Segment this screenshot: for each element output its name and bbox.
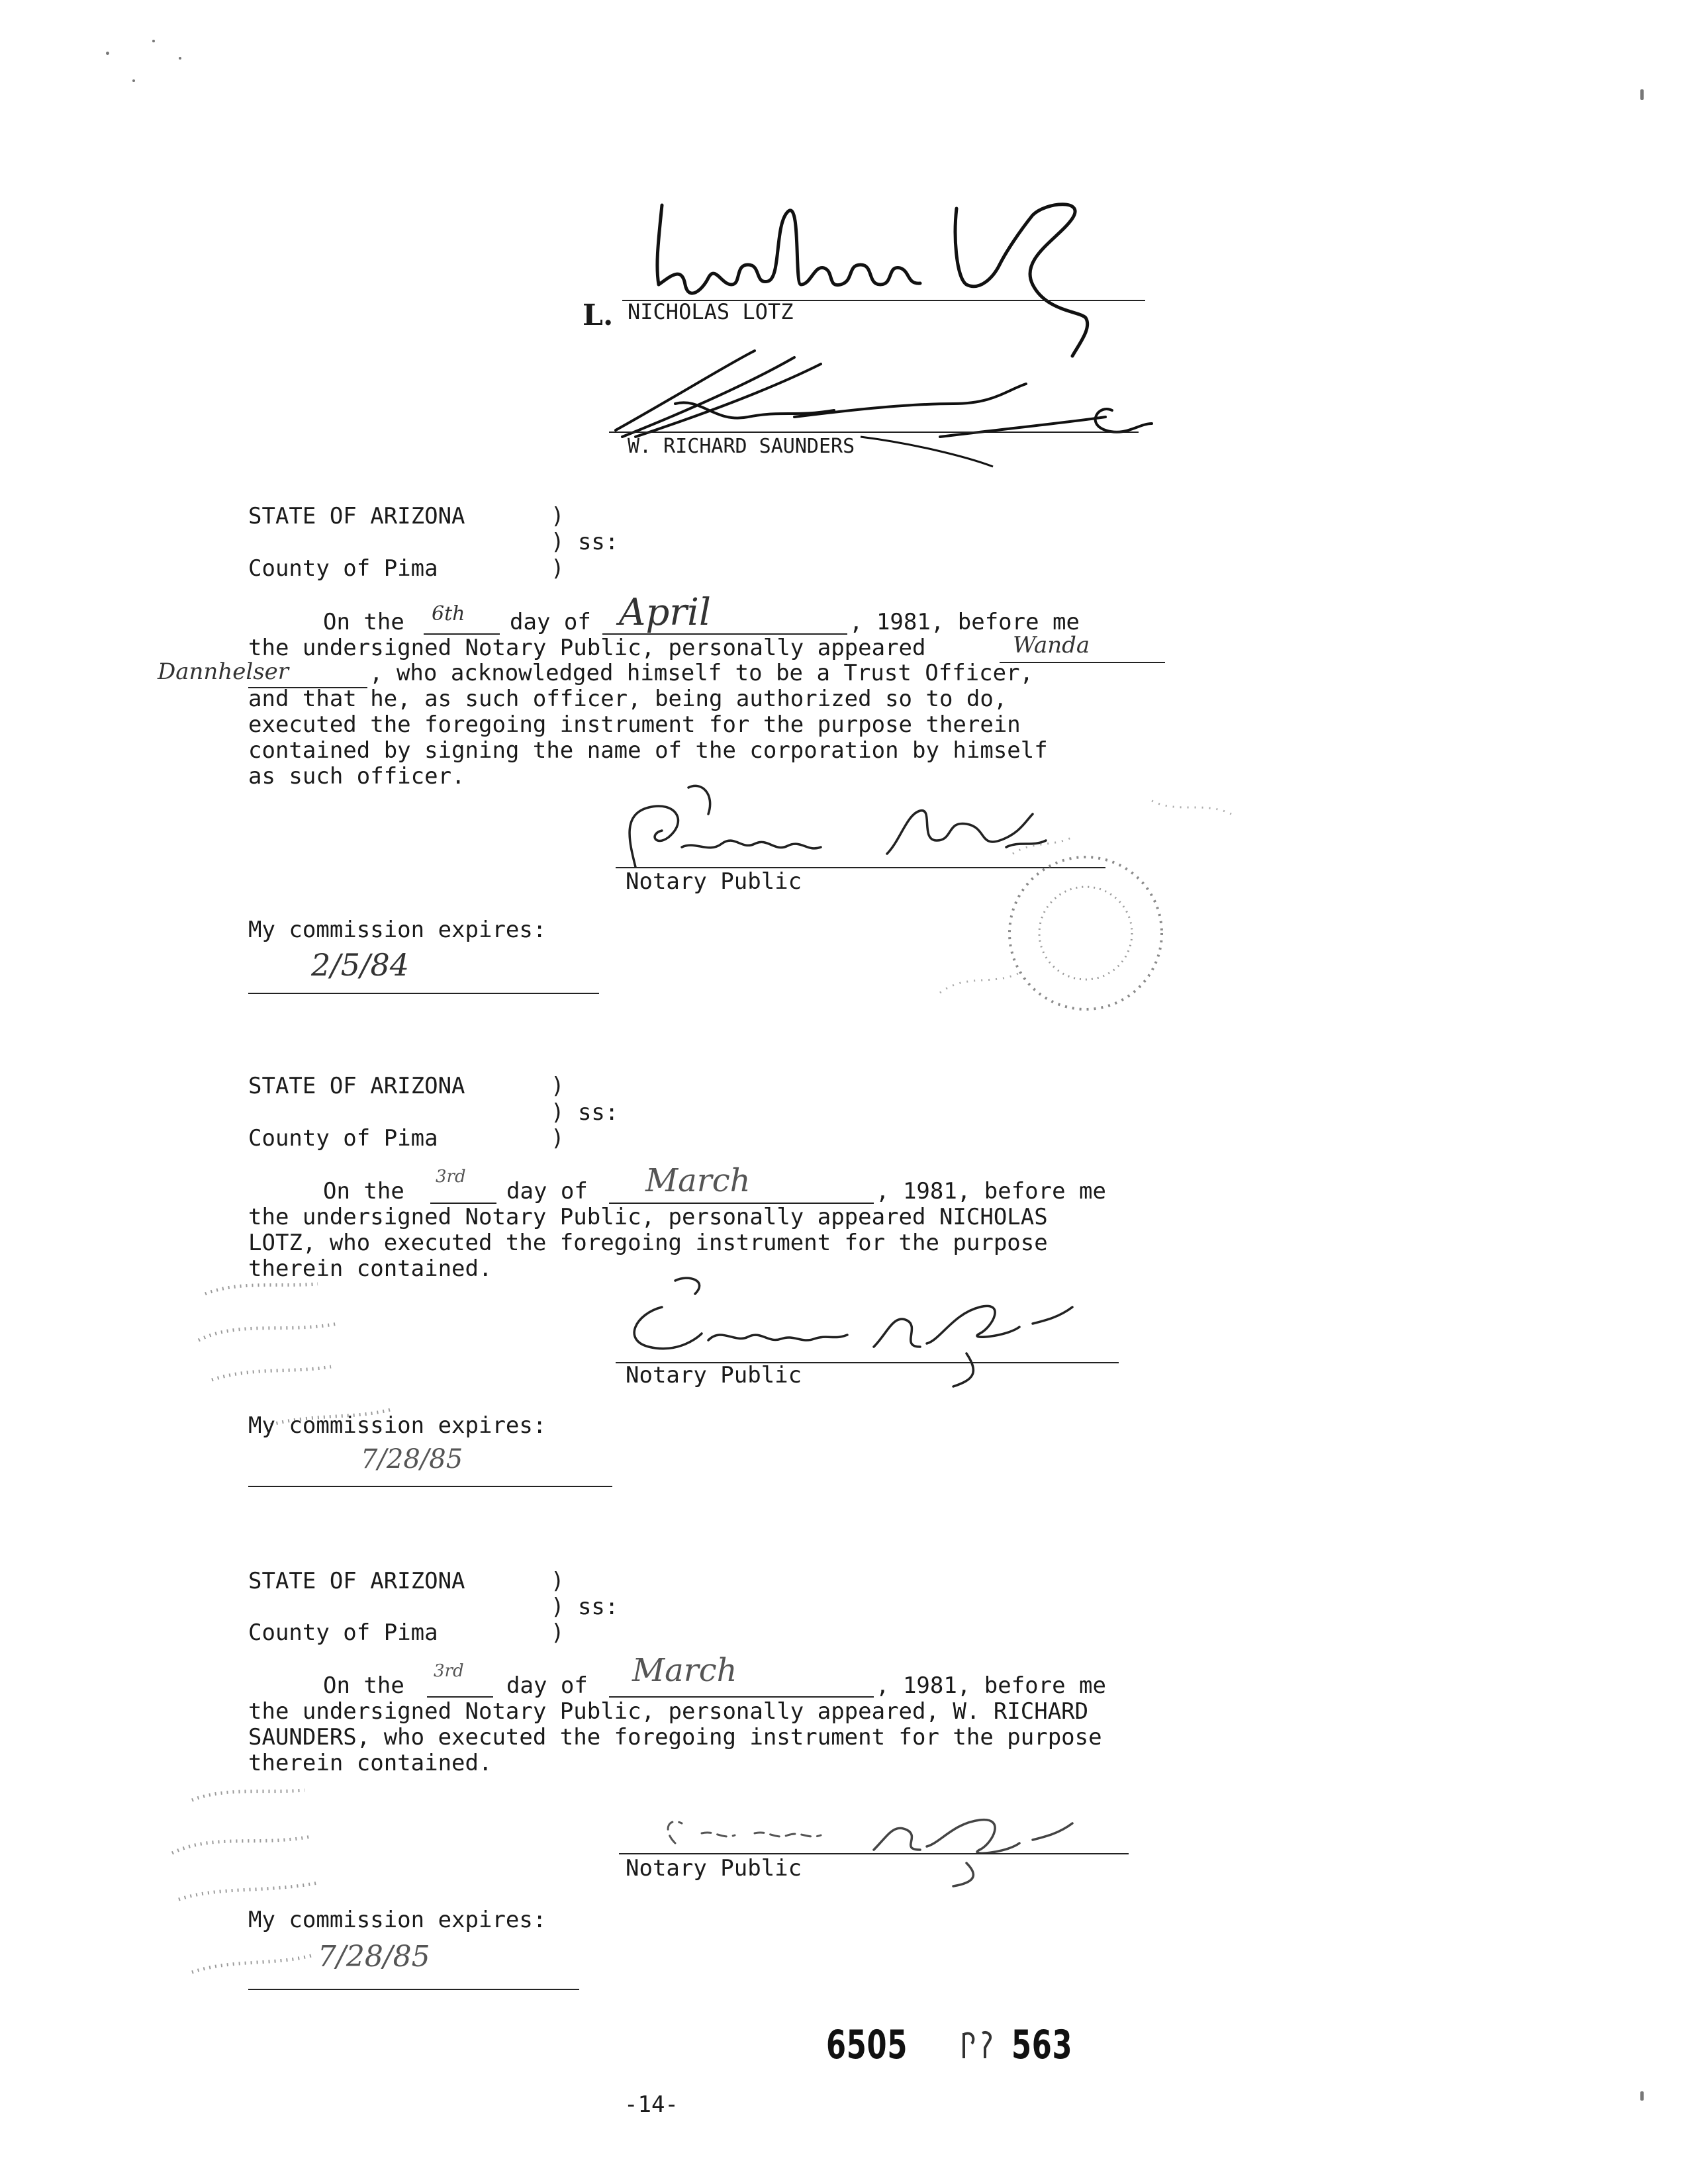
n1-hand-day: 6th	[432, 602, 465, 625]
n3-line2: the undersigned Notary Public, personally appeared, W. RICHARD	[248, 1698, 1089, 1725]
n1-notary-seal	[914, 774, 1258, 1026]
n1-line6: contained by signing the name of the corporation by himself	[248, 737, 1048, 764]
n1-hand-commission: 2/5/84	[311, 947, 410, 983]
n2-hand-commission: 7/28/85	[361, 1444, 463, 1475]
lotz-initial: L.	[583, 298, 614, 332]
saunders-signature-line	[609, 432, 1139, 433]
scan-speck	[152, 40, 155, 42]
n3-line1-c: , 1981, before me	[876, 1672, 1106, 1699]
n3-notary-seal	[152, 1774, 430, 2012]
n1-hand-name-a: Wanda	[1013, 632, 1090, 659]
page-number: -14-	[624, 2091, 679, 2118]
scan-speck	[132, 79, 135, 82]
n3-commission-line	[248, 1989, 579, 1990]
n3-hand-month: March	[632, 1652, 737, 1689]
n2-line1-c: , 1981, before me	[876, 1178, 1106, 1205]
scan-speck	[179, 57, 181, 60]
n3-county: County of Pima	[248, 1619, 438, 1646]
n3-paren-close: )	[551, 1619, 565, 1646]
scan-speck	[1640, 89, 1644, 100]
n1-line1-c: , 1981, before me	[849, 609, 1080, 635]
n2-commission-label: My commission expires:	[248, 1412, 547, 1439]
recording-page-number: 563	[1011, 2022, 1073, 2068]
n1-line5: executed the foregoing instrument for the purpose therein	[248, 711, 1021, 738]
n1-commission-line	[248, 993, 599, 994]
n2-paren-open: )	[551, 1073, 565, 1099]
recording-stamp-number: 6505	[826, 2022, 908, 2068]
n1-commission-label: My commission expires:	[248, 917, 547, 943]
scan-speck	[1640, 2091, 1644, 2101]
n2-hand-day: 3rd	[436, 1167, 466, 1187]
n3-line1-b: day of	[506, 1672, 588, 1699]
n3-month-line	[609, 1696, 874, 1698]
lotz-printed-name: NICHOLAS LOTZ	[628, 299, 794, 324]
n3-line4: therein contained.	[248, 1750, 492, 1776]
n3-hand-day: 3rd	[434, 1661, 464, 1681]
n2-hand-month: March	[645, 1162, 751, 1199]
n2-line1-a: On the	[323, 1178, 404, 1205]
n3-state: STATE OF ARIZONA	[248, 1568, 465, 1594]
lotz-signature	[622, 185, 1165, 357]
n2-ss: ) ss:	[551, 1099, 619, 1126]
n1-line1-b: day of	[510, 609, 591, 635]
n2-line3: LOTZ, who executed the foregoing instrument for the purpose	[248, 1230, 1048, 1256]
n1-county: County of Pima	[248, 555, 438, 582]
n3-notary-label: Notary Public	[626, 1855, 802, 1882]
n2-line2: the undersigned Notary Public, personally appeared NICHOLAS	[248, 1204, 1048, 1230]
n2-line1-b: day of	[506, 1178, 588, 1205]
saunders-printed-name: W. RICHARD SAUNDERS	[628, 435, 855, 458]
n1-state: STATE OF ARIZONA	[248, 503, 465, 529]
n2-paren-close: )	[551, 1125, 565, 1152]
n3-line1-a: On the	[323, 1672, 404, 1699]
n1-line4: and that he, as such officer, being authorized so to do,	[248, 686, 1008, 712]
n2-county: County of Pima	[248, 1125, 438, 1152]
n2-line4: therein contained.	[248, 1255, 492, 1282]
n1-line3: , who acknowledged himself to be a Trust Officer,	[369, 660, 1034, 686]
n1-paren-open: )	[551, 503, 565, 529]
n2-notary-label: Notary Public	[626, 1362, 802, 1388]
n3-day-line	[427, 1696, 493, 1698]
scan-speck	[106, 52, 109, 55]
n1-hand-month: April	[619, 591, 711, 634]
n3-hand-commission: 7/28/85	[318, 1940, 430, 1974]
n2-state: STATE OF ARIZONA	[248, 1073, 465, 1099]
recording-stamp-mark	[959, 2029, 998, 2062]
n1-line7: as such officer.	[248, 763, 465, 790]
lotz-signature-line	[622, 300, 1145, 301]
n3-line3: SAUNDERS, who executed the foregoing instrument for the purpose	[248, 1724, 1102, 1751]
n1-paren-close: )	[551, 555, 565, 582]
n1-line2: the undersigned Notary Public, personally appeared	[248, 635, 926, 661]
n1-ss: ) ss:	[551, 529, 619, 555]
n3-paren-open: )	[551, 1568, 565, 1594]
n1-notary-label: Notary Public	[626, 868, 802, 895]
n1-line1-a: On the	[323, 609, 404, 635]
n3-commission-label: My commission expires:	[248, 1907, 547, 1933]
n1-hand-name-b: Dannhelser	[158, 659, 289, 685]
n3-ss: ) ss:	[551, 1594, 619, 1620]
n2-commission-line	[248, 1486, 612, 1487]
n3-notary-line	[619, 1853, 1129, 1854]
